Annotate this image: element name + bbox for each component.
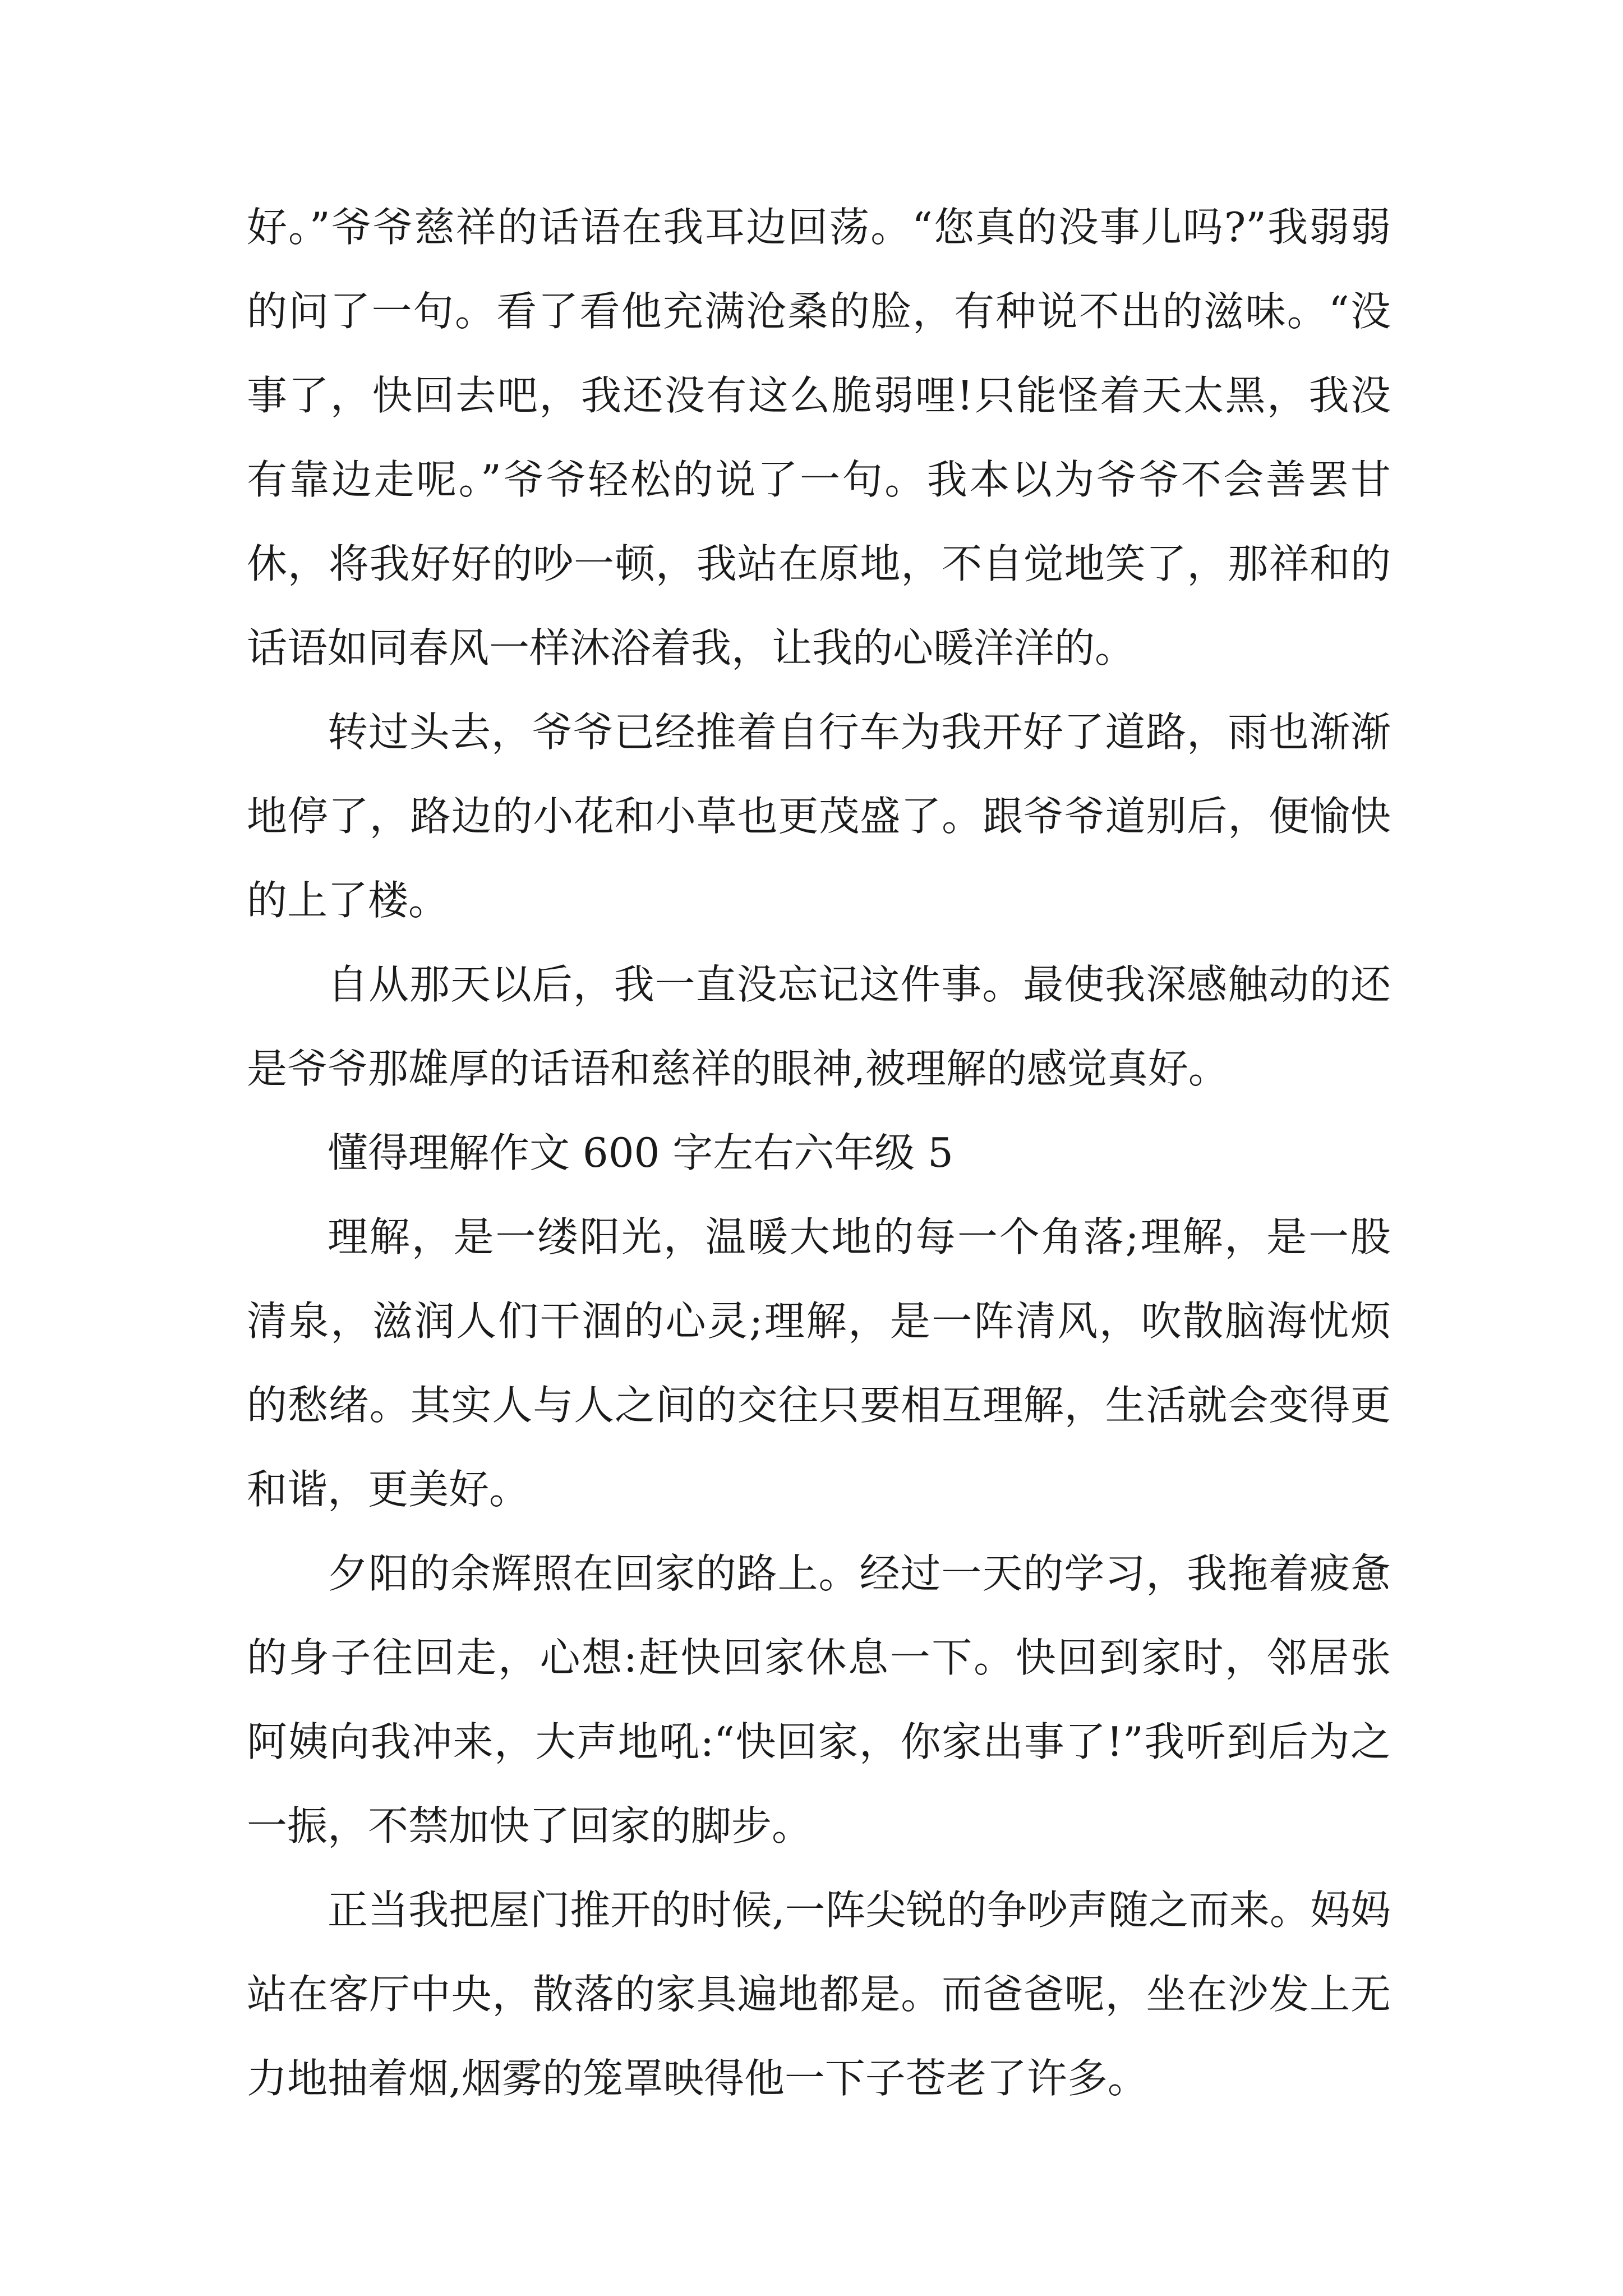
paragraph-5: 夕阳的余辉照在回家的路上。经过一天的学习，我拖着疲惫的身子往回走，心想:赶快回家休息一下。快回到家时，邻居张阿姨向我冲来，大声地吼:“快回家，你家出事了!”我听到后为之一振，不禁加快了回家的脚步。: [247, 1550, 1391, 1849]
paragraph-3: 自从那天以后，我一直没忘记这件事。最使我深感触动的还是爷爷那雄厚的话语和慈祥的眼神,被理解的感觉真好。: [247, 961, 1391, 1092]
paragraph-4: 理解，是一缕阳光，温暖大地的每一个角落;理解，是一股清泉，滋润人们干涸的心灵;理解，是一阵清风，吹散脑海忧烦的愁绪。其实人与人之间的交往只要相互理解，生活就会变得更和谐，更美好。: [247, 1213, 1391, 1513]
paragraph-2: 转过头去，爷爷已经推着自行车为我开好了道路，雨也渐渐地停了，路边的小花和小草也更茂盛了。跟爷爷道别后，便愉快的上了楼。: [247, 708, 1391, 924]
paragraph-1: 好。”爷爷慈祥的话语在我耳边回荡。“您真的没事儿吗?”我弱弱的问了一句。看了看他充满沧桑的脸，有种说不出的滋味。“没事了，快回去吧，我还没有这么脆弱哩!只能怪着天太黑，我没有靠边走呢。”爷爷轻松的说了一句。我本以为爷爷不会善罢甘休，将我好好的吵一顿，我站在原地，不自觉地笑了，那祥和的话语如同春风一样沐浴着我，让我的心暖洋洋的。: [247, 204, 1391, 671]
document-body: [247, 185, 1391, 2120]
section-heading: 懂得理解作文 600 字左右六年级 5: [328, 1129, 953, 1176]
paragraph-6: 正当我把屋门推开的时候,一阵尖锐的争吵声随之而来。妈妈站在客厅中央，散落的家具遍地都是。而爸爸呢，坐在沙发上无力地抽着烟,烟雾的笼罩映得他一下子苍老了许多。: [247, 1887, 1391, 2102]
